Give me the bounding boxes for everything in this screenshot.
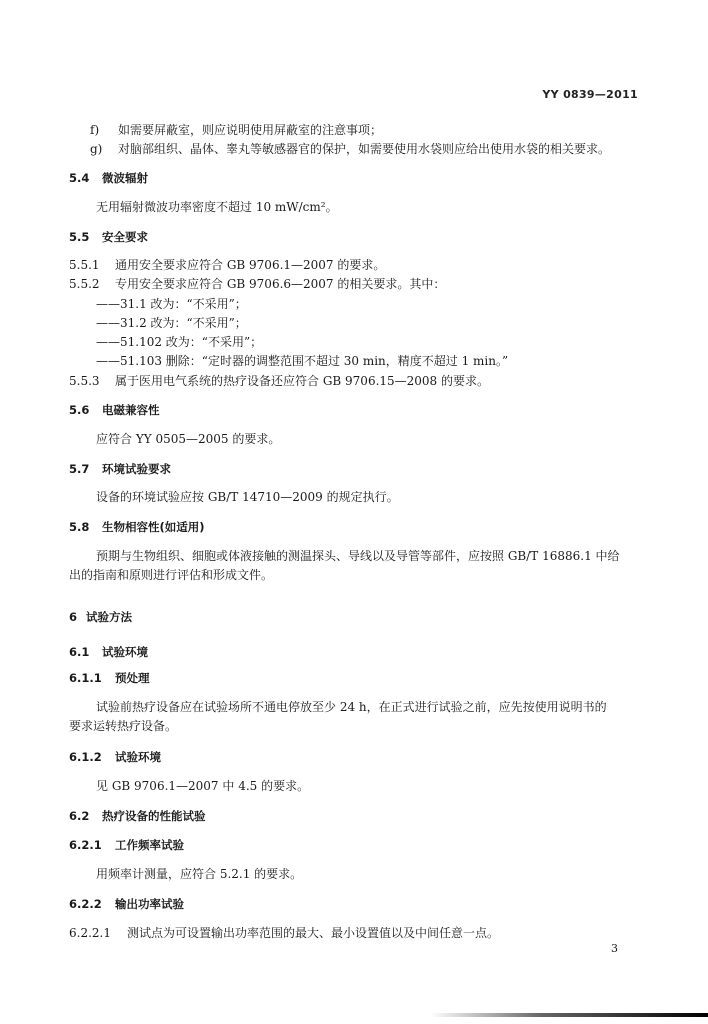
clause: 5.5.1 通用安全要求应符合 GB 9706.1—2007 的要求。 (69, 258, 386, 272)
section-heading: 5.8 生物相容性(如适用) (69, 520, 205, 534)
clause: 5.5.2 专用安全要求应符合 GB 9706.6—2007 的相关要求。其中： (69, 277, 446, 291)
section-heading: 5.5 安全要求 (69, 230, 148, 244)
scan-edge-mark (430, 1013, 708, 1017)
section-heading: 5.6 电磁兼容性 (69, 403, 160, 417)
paragraph: 预期与生物组织、细胞或体液接触的测温探头、导线以及导管等部件，应按照 GB/T 16886.1 中给 (96, 549, 620, 563)
subsection-heading: 6.1.2 试验环境 (69, 750, 161, 764)
page-number: 3 (611, 942, 618, 955)
paragraph: 试验前热疗设备应在试验场所不通电停放至少 24 h，在正式进行试验之前，应先按使用说明书的 (96, 700, 607, 714)
clause: 6.2.2.1 测试点为可设置输出功率范围的最大、最小设置值以及中间任意一点。 (69, 926, 500, 940)
chapter-heading: 6 试验方法 (69, 610, 132, 624)
section-heading: 6.1 试验环境 (69, 645, 148, 659)
list-item: g) 对脑部组织、晶体、睾丸等敏感器官的保护，如需要使用水袋则应给出使用水袋的相关要求。 (90, 142, 611, 156)
dash-item: ——51.103 删除：“定时器的调整范围不超过 30 min，精度不超过 1 min。” (96, 354, 509, 368)
dash-item: ——31.1 改为：“不采用”； (96, 297, 247, 311)
paragraph: 设备的环境试验应按 GB/T 14710—2009 的规定执行。 (96, 490, 399, 504)
paragraph: 无用辐射微波功率密度不超过 10 mW/cm²。 (96, 200, 338, 214)
subsection-heading: 6.2.2 输出功率试验 (69, 897, 184, 911)
paragraph: 见 GB 9706.1—2007 中 4.5 的要求。 (96, 779, 310, 793)
section-heading: 6.2 热疗设备的性能试验 (69, 809, 206, 823)
section-heading: 5.7 环境试验要求 (69, 462, 171, 476)
dash-item: ——31.2 改为：“不采用”； (96, 316, 247, 330)
paragraph: 要求运转热疗设备。 (69, 719, 178, 733)
clause: 5.5.3 属于医用电气系统的热疗设备还应符合 GB 9706.15—2008 的要求。 (69, 374, 490, 388)
section-heading: 5.4 微波辐射 (69, 171, 148, 185)
standard-number: YY 0839—2011 (542, 88, 638, 101)
subsection-heading: 6.1.1 预处理 (69, 671, 150, 685)
list-item: f) 如需要屏蔽室，则应说明使用屏蔽室的注意事项； (90, 123, 383, 137)
paragraph: 应符合 YY 0505—2005 的要求。 (96, 432, 281, 446)
dash-item: ——51.102 改为：“不采用”； (96, 335, 263, 349)
paragraph: 出的指南和原则进行评估和形成文件。 (69, 568, 274, 582)
paragraph: 用频率计测量，应符合 5.2.1 的要求。 (96, 867, 303, 881)
subsection-heading: 6.2.1 工作频率试验 (69, 838, 184, 852)
